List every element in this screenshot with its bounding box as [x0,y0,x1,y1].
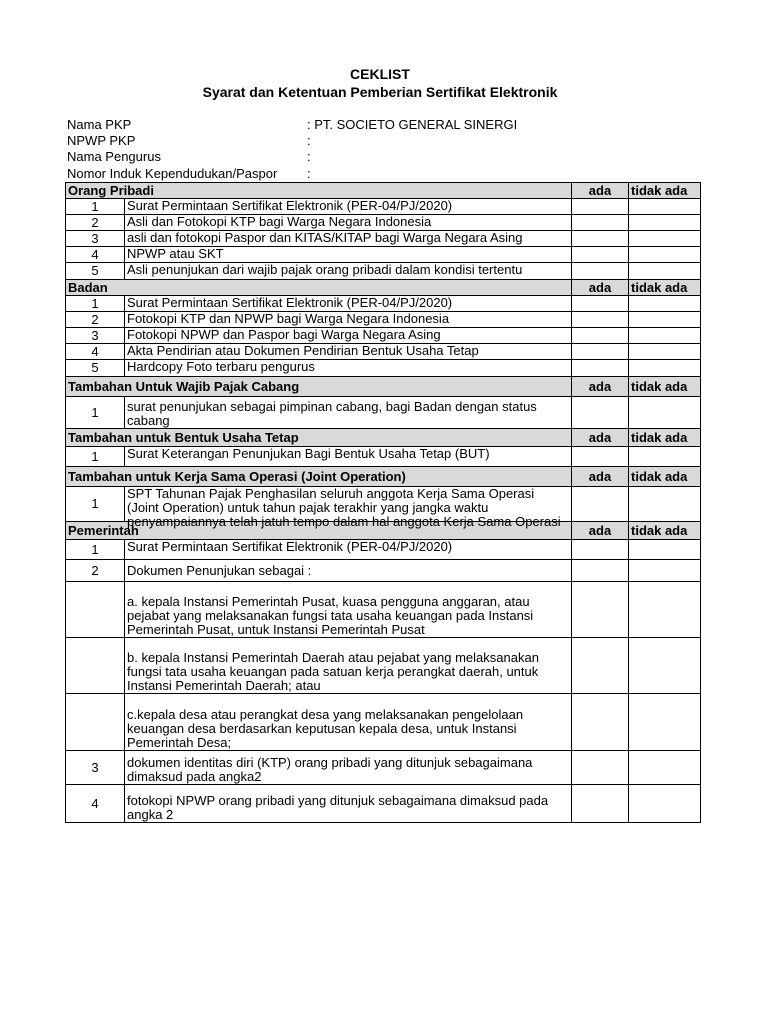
info-label: NPWP PKP [67,133,136,148]
item-number: 1 [66,397,125,429]
ada-cell[interactable] [572,582,629,638]
table-row [66,247,701,263]
table-row [66,540,701,560]
section-header [66,429,701,447]
item-number: 5 [66,360,125,377]
item-text: Hardcopy Foto terbaru pengurus [125,360,572,377]
item-text: Surat Permintaan Sertifikat Elektronik (PER-04/PJ/2020) [125,540,572,560]
tidak-ada-cell[interactable] [629,344,701,360]
section-title: Tambahan Untuk Wajib Pajak Cabang [66,377,572,397]
item-number [66,582,125,638]
item-number [66,638,125,694]
ada-cell[interactable] [572,360,629,377]
tidak-ada-cell[interactable] [629,694,701,751]
page-title: CEKLIST [350,66,410,82]
item-text: asli dan fotokopi Paspor dan KITAS/KITAP bagi Warga Negara Asing [125,231,572,247]
column-ada: ada [572,467,629,487]
item-number [66,694,125,751]
item-number: 3 [66,328,125,344]
item-text: Surat Permintaan Sertifikat Elektronik (PER-04/PJ/2020) [125,199,572,215]
item-text: b. kepala Instansi Pemerintah Daerah atau pejabat yang melaksanakan fungsi tata usaha keuangan pada satuan kerja perangkat daerah, untuk Instansi Pemerintah Daerah; atau [125,638,572,694]
item-text: Akta Pendirian atau Dokumen Pendirian Bentuk Usaha Tetap [125,344,572,360]
ada-cell[interactable] [572,215,629,231]
item-number: 5 [66,263,125,280]
tidak-ada-cell[interactable] [629,231,701,247]
column-ada: ada [572,280,629,296]
item-text: Fotokopi NPWP dan Paspor bagi Warga Negara Asing [125,328,572,344]
tidak-ada-cell[interactable] [629,751,701,785]
table-row [66,751,701,785]
ada-cell[interactable] [572,560,629,582]
section-title: Orang Pribadi [66,183,572,199]
item-text: NPWP atau SKT [125,247,572,263]
ada-cell[interactable] [572,312,629,328]
table-row [66,785,701,823]
tidak-ada-cell[interactable] [629,447,701,467]
section-title: Tambahan untuk Kerja Sama Operasi (Joint Operation) [66,467,572,487]
item-text: Asli penunjukan dari wajib pajak orang pribadi dalam kondisi tertentu [125,263,572,280]
item-text: SPT Tahunan Pajak Penghasilan seluruh anggota Kerja Sama Operasi (Joint Operation) untuk tahun pajak terakhir yang jangka waktu penyampaiannya telah jatuh tempo dalam hal anggota Kerja Sama Operasi [127,486,561,529]
tidak-ada-cell[interactable] [629,487,701,522]
table-row [66,215,701,231]
table-row [66,638,701,694]
column-ada: ada [572,522,629,540]
ada-cell[interactable] [572,328,629,344]
item-text: Asli dan Fotokopi KTP bagi Warga Negara Indonesia [125,215,572,231]
info-value: : [307,149,311,164]
table-row [66,560,701,582]
tidak-ada-cell[interactable] [629,247,701,263]
item-number: 1 [66,540,125,560]
item-text: fotokopi NPWP orang pribadi yang ditunjuk sebagaimana dimaksud pada angka 2 [125,785,572,823]
item-text: dokumen identitas diri (KTP) orang pribadi yang ditunjuk sebagaimana dimaksud pada angka2 [125,751,572,785]
ada-cell[interactable] [572,751,629,785]
table-row [66,344,701,360]
item-text: a. kepala Instansi Pemerintah Pusat, kuasa pengguna anggaran, atau pejabat yang melaksanakan fungsi tata usaha keuangan pada Instansi Pemerintah Pusat, untuk Instansi Pemerintah Pusat [125,582,572,638]
tidak-ada-cell[interactable] [629,296,701,312]
ada-cell[interactable] [572,263,629,280]
info-value: : [307,166,311,181]
item-number: 3 [66,231,125,247]
item-number: 3 [66,751,125,785]
item-number: 4 [66,785,125,823]
tidak-ada-cell[interactable] [629,199,701,215]
tidak-ada-cell[interactable] [629,540,701,560]
ada-cell[interactable] [572,231,629,247]
section-header [66,183,701,199]
table-row [66,360,701,377]
table-row [66,312,701,328]
item-number: 2 [66,560,125,582]
item-text: Fotokopi KTP dan NPWP bagi Warga Negara Indonesia [125,312,572,328]
ada-cell[interactable] [572,638,629,694]
section-title: Badan [66,280,572,296]
table-row [66,263,701,280]
ada-cell[interactable] [572,247,629,263]
item-number: 1 [66,296,125,312]
ada-cell[interactable] [572,296,629,312]
tidak-ada-cell[interactable] [629,215,701,231]
ada-cell[interactable] [572,540,629,560]
item-text: surat penunjukan sebagai pimpinan cabang, bagi Badan dengan status cabang [125,397,572,429]
page-subtitle: Syarat dan Ketentuan Pemberian Sertifikat Elektronik [202,84,558,100]
tidak-ada-cell[interactable] [629,397,701,429]
item-text: Surat Keterangan Penunjukan Bagi Bentuk Usaha Tetap (BUT) [125,447,572,467]
column-tidak-ada: tidak ada [629,377,701,397]
section-header [66,377,701,397]
info-value: : PT. SOCIETO GENERAL SINERGI [307,117,518,132]
table-row [66,199,701,215]
tidak-ada-cell[interactable] [629,328,701,344]
item-number: 1 [66,447,125,467]
tidak-ada-cell[interactable] [629,312,701,328]
column-tidak-ada: tidak ada [629,467,701,487]
tidak-ada-cell[interactable] [629,638,701,694]
ada-cell[interactable] [572,694,629,751]
section-header [66,280,701,296]
info-label: Nama Pengurus [67,149,161,164]
table-row [66,296,701,312]
table-row [66,694,701,751]
column-tidak-ada: tidak ada [629,522,701,540]
item-text: c.kepala desa atau perangkat desa yang melaksanakan pengelolaan keuangan desa berdasarkan keputusan kepala desa, untuk Instansi Pemerintah Desa; [125,694,572,751]
ada-cell[interactable] [572,397,629,429]
checklist-table [65,182,701,823]
info-label: Nomor Induk Kependudukan/Paspor [67,166,278,181]
item-number: 2 [66,215,125,231]
table-row [66,487,701,522]
item-number: 2 [66,312,125,328]
item-text: Surat Permintaan Sertifikat Elektronik (PER-04/PJ/2020) [125,296,572,312]
info-label: Nama PKP [67,117,132,132]
section-title: Tambahan untuk Bentuk Usaha Tetap [66,429,572,447]
item-text: Dokumen Penunjukan sebagai : [125,560,572,582]
column-tidak-ada: tidak ada [629,429,701,447]
item-text-cell [125,486,572,529]
tidak-ada-cell[interactable] [629,582,701,638]
table-row [66,231,701,247]
ada-cell[interactable] [572,344,629,360]
table-row [66,328,701,344]
item-number: 4 [66,344,125,360]
column-ada: ada [572,429,629,447]
table-row [66,447,701,467]
ada-cell[interactable] [572,487,629,522]
section-header [66,467,701,487]
column-tidak-ada: tidak ada [629,183,701,199]
column-ada: ada [572,377,629,397]
tidak-ada-cell[interactable] [629,360,701,377]
section-title: Pemerintah [66,522,572,540]
info-value: : [307,133,311,148]
tidak-ada-cell[interactable] [629,785,701,823]
item-number: 1 [66,487,125,522]
item-number: 4 [66,247,125,263]
tidak-ada-cell[interactable] [629,560,701,582]
item-number: 1 [66,199,125,215]
tidak-ada-cell[interactable] [629,263,701,280]
column-tidak-ada: tidak ada [629,280,701,296]
ada-cell[interactable] [572,199,629,215]
ada-cell[interactable] [572,785,629,823]
table-row [66,397,701,429]
ada-cell[interactable] [572,447,629,467]
table-row [66,582,701,638]
column-ada: ada [572,183,629,199]
